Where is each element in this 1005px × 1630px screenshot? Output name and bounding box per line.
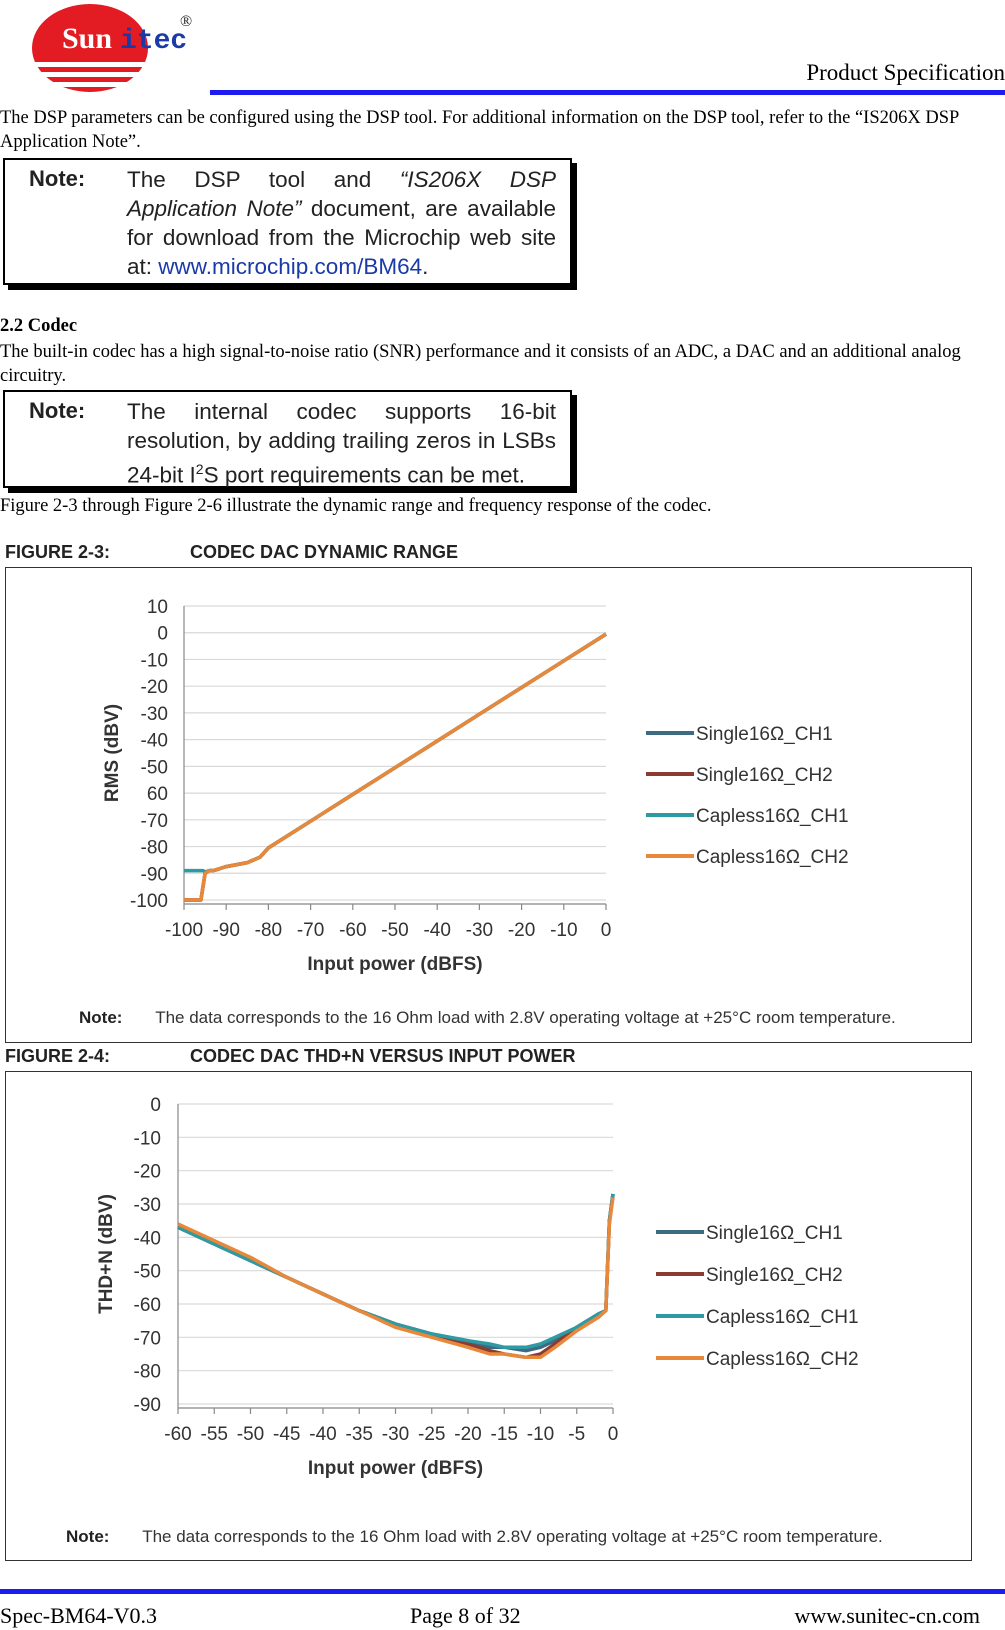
chart-note-label: Note: bbox=[79, 1008, 123, 1027]
x-tick-label: -100 bbox=[164, 920, 204, 941]
legend-entry: Capless16Ω_CH1 bbox=[706, 1307, 859, 1328]
x-tick-label: -70 bbox=[296, 920, 325, 941]
note-label: Note: bbox=[29, 398, 86, 423]
y-tick-label: -50 bbox=[140, 757, 168, 779]
note-text bbox=[127, 397, 556, 490]
note-text bbox=[127, 165, 556, 281]
y-tick-label: -40 bbox=[140, 730, 168, 752]
y-tick-label: -90 bbox=[133, 1395, 161, 1416]
y-tick-label: -80 bbox=[133, 1361, 161, 1383]
series-line bbox=[178, 1197, 613, 1357]
chart-note-label: Note: bbox=[66, 1527, 110, 1546]
legend-entry: Single16Ω_CH2 bbox=[706, 1265, 843, 1286]
y-tick-label: -30 bbox=[133, 1195, 161, 1216]
y-tick-label: -20 bbox=[140, 677, 168, 699]
x-tick-label: -30 bbox=[465, 920, 494, 941]
y-tick-label: -20 bbox=[133, 1161, 161, 1183]
y-tick-label: -60 bbox=[133, 1295, 161, 1316]
y-tick-label: -80 bbox=[140, 837, 168, 859]
x-tick-label: -60 bbox=[339, 920, 367, 941]
x-tick-label: -15 bbox=[490, 1424, 518, 1445]
codec-paragraph: The built-in codec has a high signal-to-noise ratio (SNR) performance and it consists of an ADC, a DAC and an additional analog circuitry. bbox=[0, 342, 961, 386]
x-tick-label: -90 bbox=[212, 920, 240, 941]
x-tick-label: -45 bbox=[273, 1424, 301, 1445]
codec-note-box bbox=[3, 390, 572, 488]
y-tick-label: -50 bbox=[133, 1261, 161, 1283]
series-line bbox=[178, 1194, 613, 1357]
figure-2-3-number: FIGURE 2-3: bbox=[5, 542, 111, 562]
intro-paragraph: The DSP parameters can be configured using the DSP tool. For additional information on the DSP tool, refer to the “IS206X DSP Application Note”. bbox=[0, 108, 959, 152]
thd-n-chart bbox=[6, 1072, 971, 1560]
x-axis-label: Input power (dBFS) bbox=[307, 954, 483, 975]
legend-entry: Single16Ω_CH1 bbox=[696, 724, 833, 745]
figure-2-3-note bbox=[79, 1008, 896, 1028]
y-tick-label: -70 bbox=[133, 1328, 161, 1350]
x-tick-label: -20 bbox=[454, 1424, 482, 1445]
legend-entry: Capless16Ω_CH2 bbox=[696, 847, 849, 868]
x-tick-label: -30 bbox=[381, 1424, 410, 1445]
y-tick-label: 60 bbox=[146, 784, 168, 806]
sunitec-logo bbox=[30, 2, 205, 94]
legend-entry: Single16Ω_CH1 bbox=[706, 1223, 843, 1244]
legend-entry: Capless16Ω_CH2 bbox=[706, 1349, 859, 1370]
x-tick-label: -25 bbox=[418, 1424, 446, 1445]
x-axis-label: Input power (dBFS) bbox=[307, 1458, 484, 1479]
y-axis-label: THD+N (dBV) bbox=[96, 1194, 117, 1314]
x-tick-label: -20 bbox=[507, 920, 536, 941]
y-tick-label: -40 bbox=[133, 1228, 161, 1250]
chart-note-text: The data corresponds to the 16 Ohm load with 2.8V operating voltage at +25°C room temperature. bbox=[155, 1008, 896, 1027]
note-label: Note: bbox=[29, 166, 86, 191]
logo-registered-mark: ® bbox=[180, 13, 193, 30]
note-text-part: . bbox=[422, 254, 429, 279]
logo-text-sun: Sun bbox=[62, 22, 113, 55]
y-tick-label: -70 bbox=[140, 810, 168, 832]
y-tick-label: -10 bbox=[133, 1128, 161, 1150]
x-tick-label: 0 bbox=[607, 1424, 619, 1445]
dynamic-range-chart bbox=[6, 568, 971, 1042]
figure-2-4-number: FIGURE 2-4: bbox=[5, 1046, 111, 1066]
note-text-part: The internal codec supports 16-bit resolution, by adding trailing zeros in LSBs 24-bit I bbox=[127, 399, 556, 488]
series-line bbox=[184, 634, 606, 872]
figures-intro-paragraph: Figure 2-3 through Figure 2-6 illustrate the dynamic range and frequency response of the codec. bbox=[0, 496, 712, 516]
note-text-part: S port requirements can be met. bbox=[203, 462, 525, 488]
chart-note-text: The data corresponds to the 16 Ohm load with 2.8V operating voltage at +25°C room temperature. bbox=[142, 1527, 883, 1546]
x-tick-label: -80 bbox=[254, 920, 283, 941]
x-tick-label: -35 bbox=[345, 1424, 373, 1445]
figure-2-3-frame bbox=[5, 567, 972, 1043]
note-text-part: The DSP tool and bbox=[127, 167, 400, 192]
figure-2-4-note bbox=[66, 1527, 883, 1547]
figure-2-3-title: CODEC DAC DYNAMIC RANGE bbox=[190, 542, 459, 562]
x-tick-label: -40 bbox=[309, 1424, 337, 1445]
x-tick-label: -60 bbox=[164, 1424, 192, 1445]
microchip-link[interactable]: www.microchip.com/BM64 bbox=[158, 254, 423, 279]
figure-2-4-title: CODEC DAC THD+N VERSUS INPUT POWER bbox=[190, 1046, 576, 1066]
y-tick-label: -10 bbox=[140, 650, 168, 672]
x-tick-label: -55 bbox=[200, 1424, 228, 1445]
section-heading-codec: 2.2 Codec bbox=[0, 316, 78, 336]
series-line bbox=[184, 634, 606, 900]
y-tick-label: 0 bbox=[150, 1095, 161, 1116]
footer-website: www.sunitec-cn.com bbox=[794, 1603, 980, 1628]
note-superscript: 2 bbox=[195, 461, 204, 477]
dsp-tool-note-box bbox=[3, 158, 572, 285]
header-rule bbox=[210, 90, 1005, 95]
y-axis-label: RMS (dBV) bbox=[102, 703, 123, 803]
header-title: Product Specification bbox=[806, 60, 1005, 85]
footer-doc-id: Spec-BM64-V0.3 bbox=[0, 1603, 158, 1628]
x-tick-label: -10 bbox=[550, 920, 578, 941]
x-tick-label: -50 bbox=[236, 1424, 265, 1445]
x-tick-label: -5 bbox=[568, 1424, 586, 1445]
y-tick-label: 10 bbox=[146, 597, 168, 618]
logo-text-itec: itec bbox=[120, 26, 188, 57]
y-tick-label: -100 bbox=[129, 891, 168, 912]
y-tick-label: 0 bbox=[157, 623, 168, 645]
x-tick-label: -50 bbox=[381, 920, 409, 941]
y-tick-label: -90 bbox=[140, 864, 168, 886]
x-tick-label: -10 bbox=[526, 1424, 555, 1445]
legend-entry: Capless16Ω_CH1 bbox=[696, 806, 849, 827]
x-tick-label: 0 bbox=[600, 920, 612, 941]
footer-rule bbox=[0, 1589, 1005, 1594]
y-tick-label: -30 bbox=[140, 703, 168, 725]
footer-page-number: Page 8 of 32 bbox=[410, 1603, 521, 1628]
note-text-part: document, are available for download from the Microchip web site at: bbox=[127, 196, 556, 279]
figure-2-4-frame bbox=[5, 1071, 972, 1561]
legend-entry: Single16Ω_CH2 bbox=[696, 765, 833, 786]
x-tick-label: -40 bbox=[423, 920, 451, 941]
note-italic-doc-name: “IS206X DSP Application Note” bbox=[127, 167, 556, 221]
